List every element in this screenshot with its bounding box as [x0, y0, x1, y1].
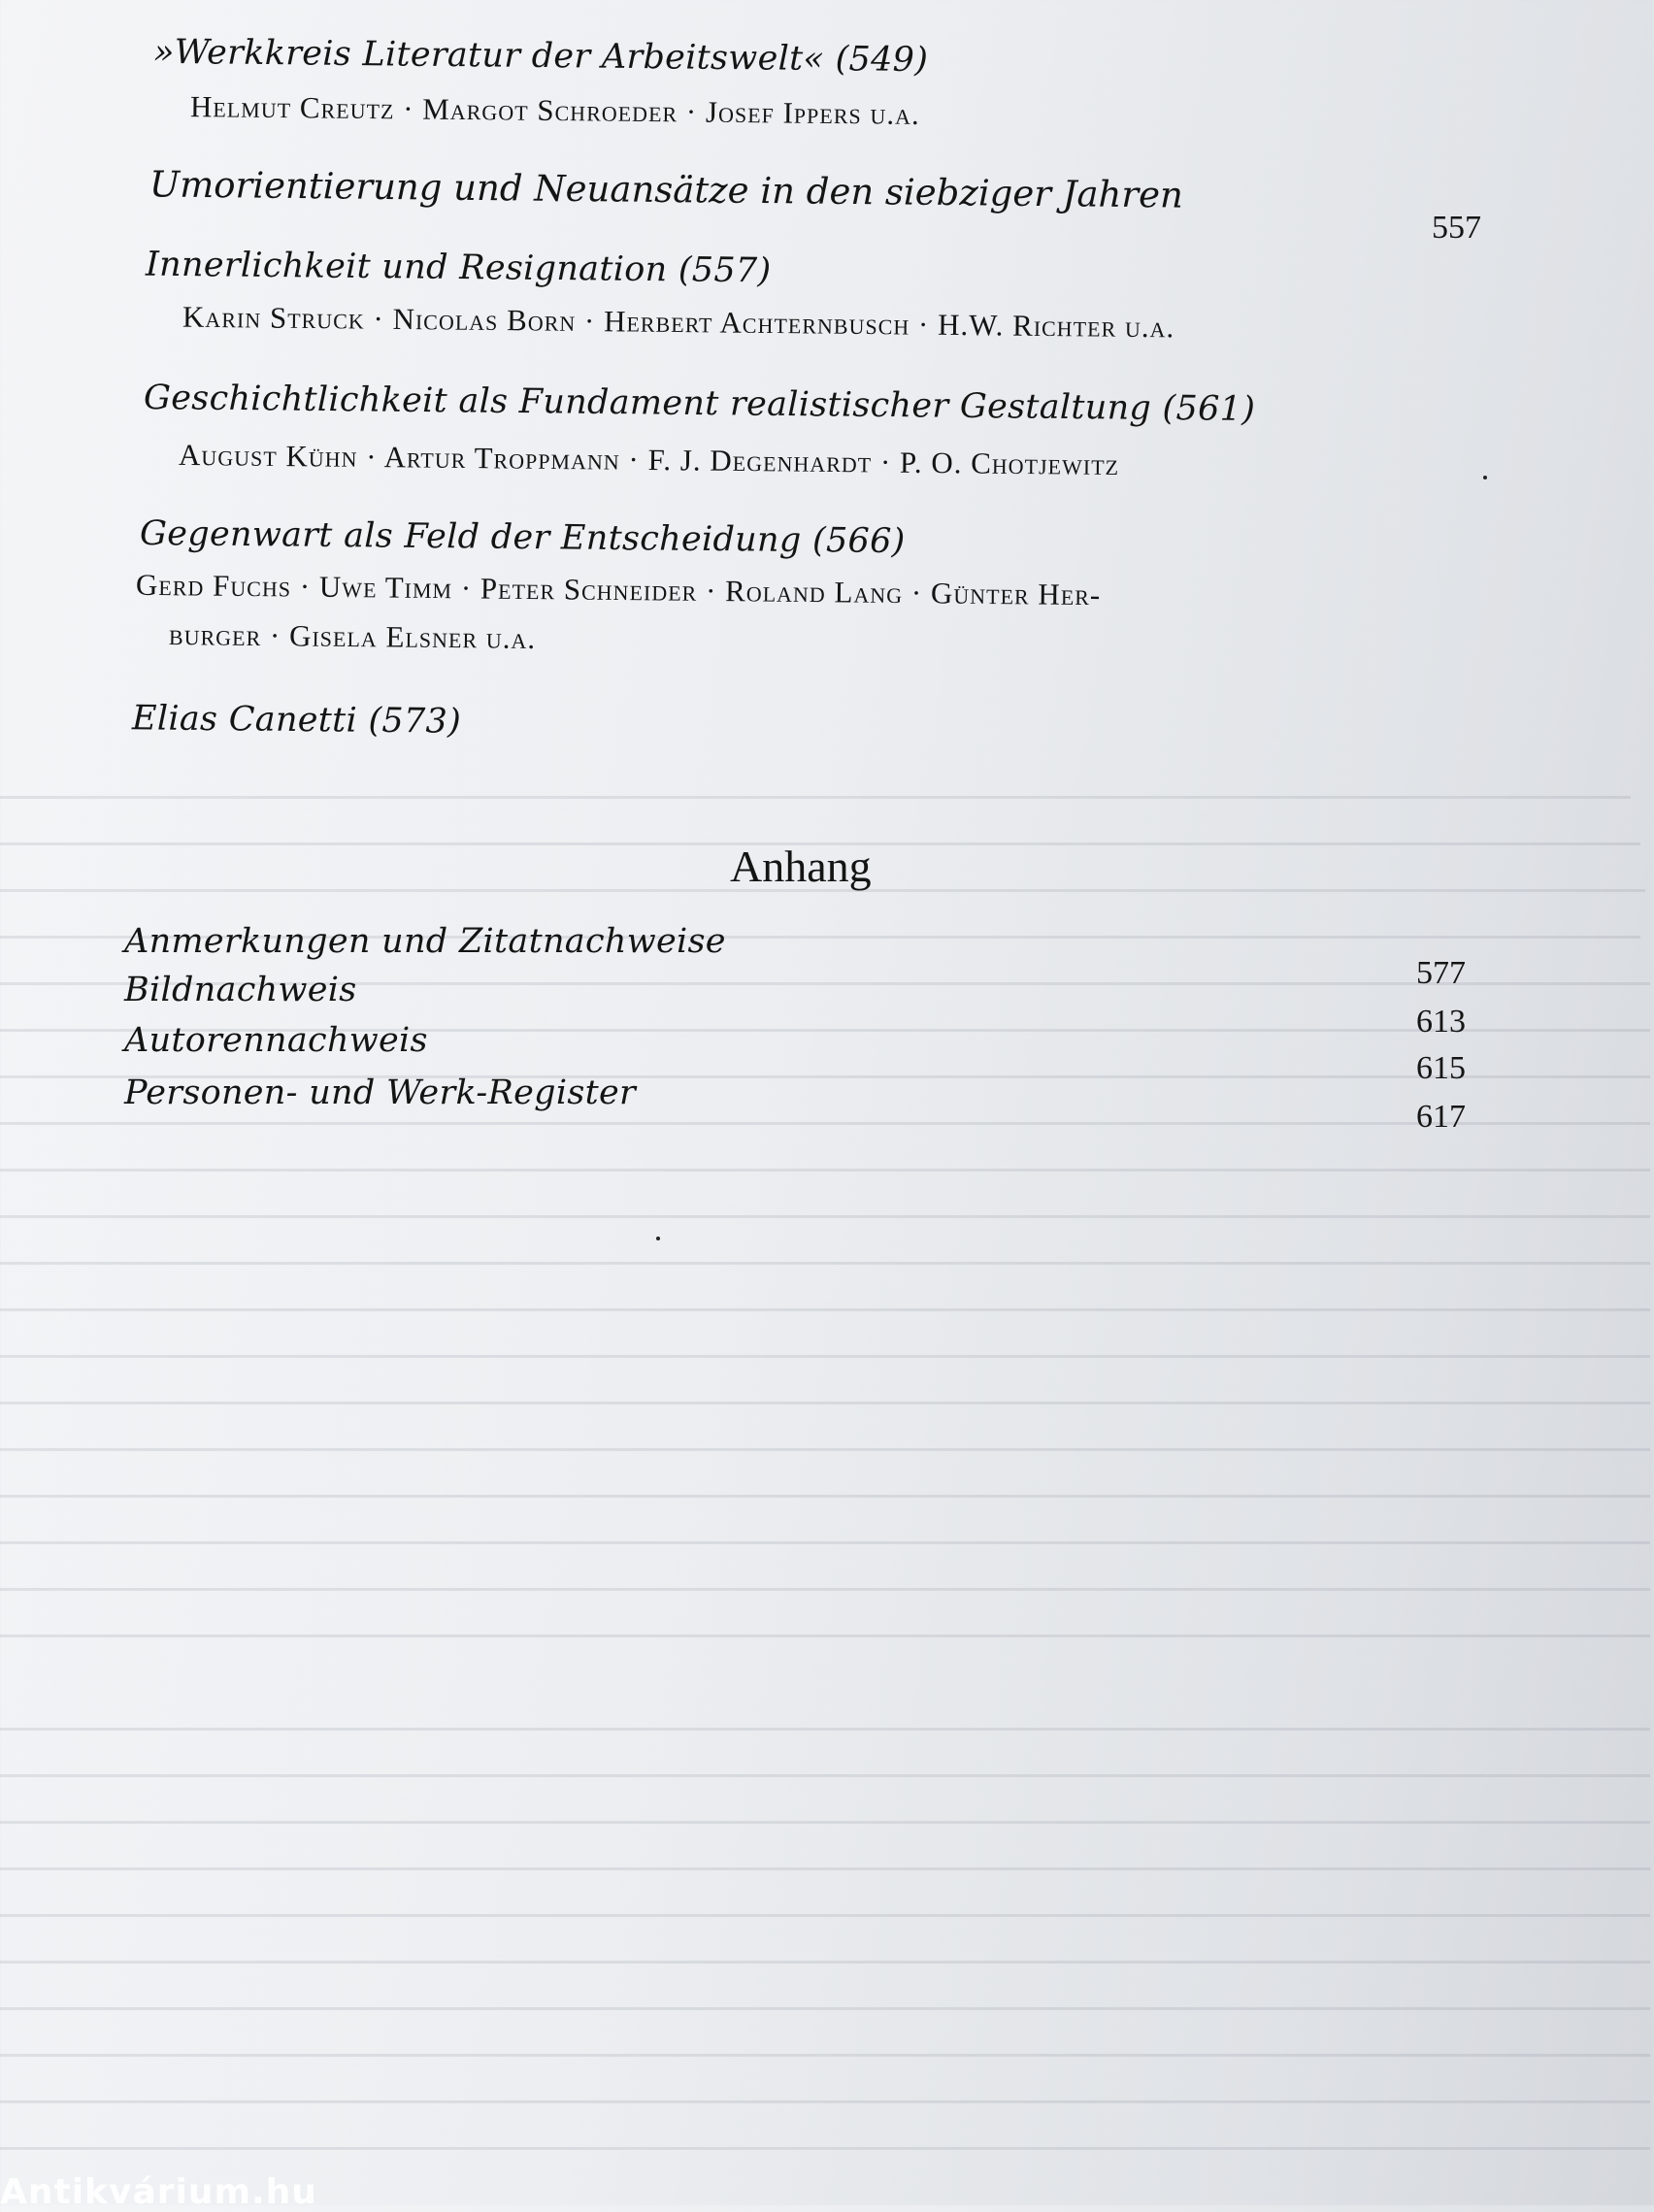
toc-entry-title: Geschichtlichkeit als Fundament realistischer Gestaltung (561): [143, 379, 1256, 429]
toc-entry-title: Gegenwart als Feld der Entscheidung (566): [139, 513, 906, 562]
anhang-item-label: Personen- und Werk-Register: [124, 1073, 637, 1112]
anhang-heading: Anhang: [730, 842, 872, 891]
toc-entry-title: »Werkkreis Literatur der Arbeitswelt« (549): [152, 32, 929, 81]
anhang-item-label: Anmerkungen und Zitatnachweise: [124, 922, 726, 961]
section-heading: Umorientierung und Neuansätze in den siebziger Jahren: [149, 163, 1184, 216]
anhang-item-label: Autorennachweis: [124, 1021, 428, 1060]
toc-entry-authors: Karin Struck · Nicolas Born · Herbert Achternbusch · H.W. Richter u.a.: [182, 299, 1175, 345]
toc-entry-title: Innerlichkeit und Resignation (557): [145, 245, 772, 291]
watermark: Antikvárium.hu: [0, 2172, 317, 2212]
anhang-item-page: 615: [1416, 1050, 1466, 1086]
anhang-item-page: 617: [1416, 1099, 1466, 1135]
toc-entry-authors-continued: burger · Gisela Elsner u.a.: [168, 617, 537, 655]
anhang-item-page: 577: [1416, 955, 1466, 991]
print-speck: [656, 1237, 660, 1240]
toc-entry-authors: August Kühn · Artur Troppmann · F. J. Degenhardt · P. O. Chotjewitz: [178, 437, 1120, 482]
toc-entry-authors: Gerd Fuchs · Uwe Timm · Peter Schneider · Roland Lang · Günter Her-: [135, 567, 1102, 612]
anhang-item-page: 613: [1416, 1004, 1466, 1040]
section-page-number: 557: [1432, 210, 1481, 246]
anhang-item-label: Bildnachweis: [124, 971, 357, 1009]
toc-entry-title: Elias Canetti (573): [131, 699, 462, 742]
print-speck: [1483, 476, 1487, 479]
toc-entry-authors: Helmut Creutz · Margot Schroeder · Josef Ippers u.a.: [189, 89, 920, 131]
